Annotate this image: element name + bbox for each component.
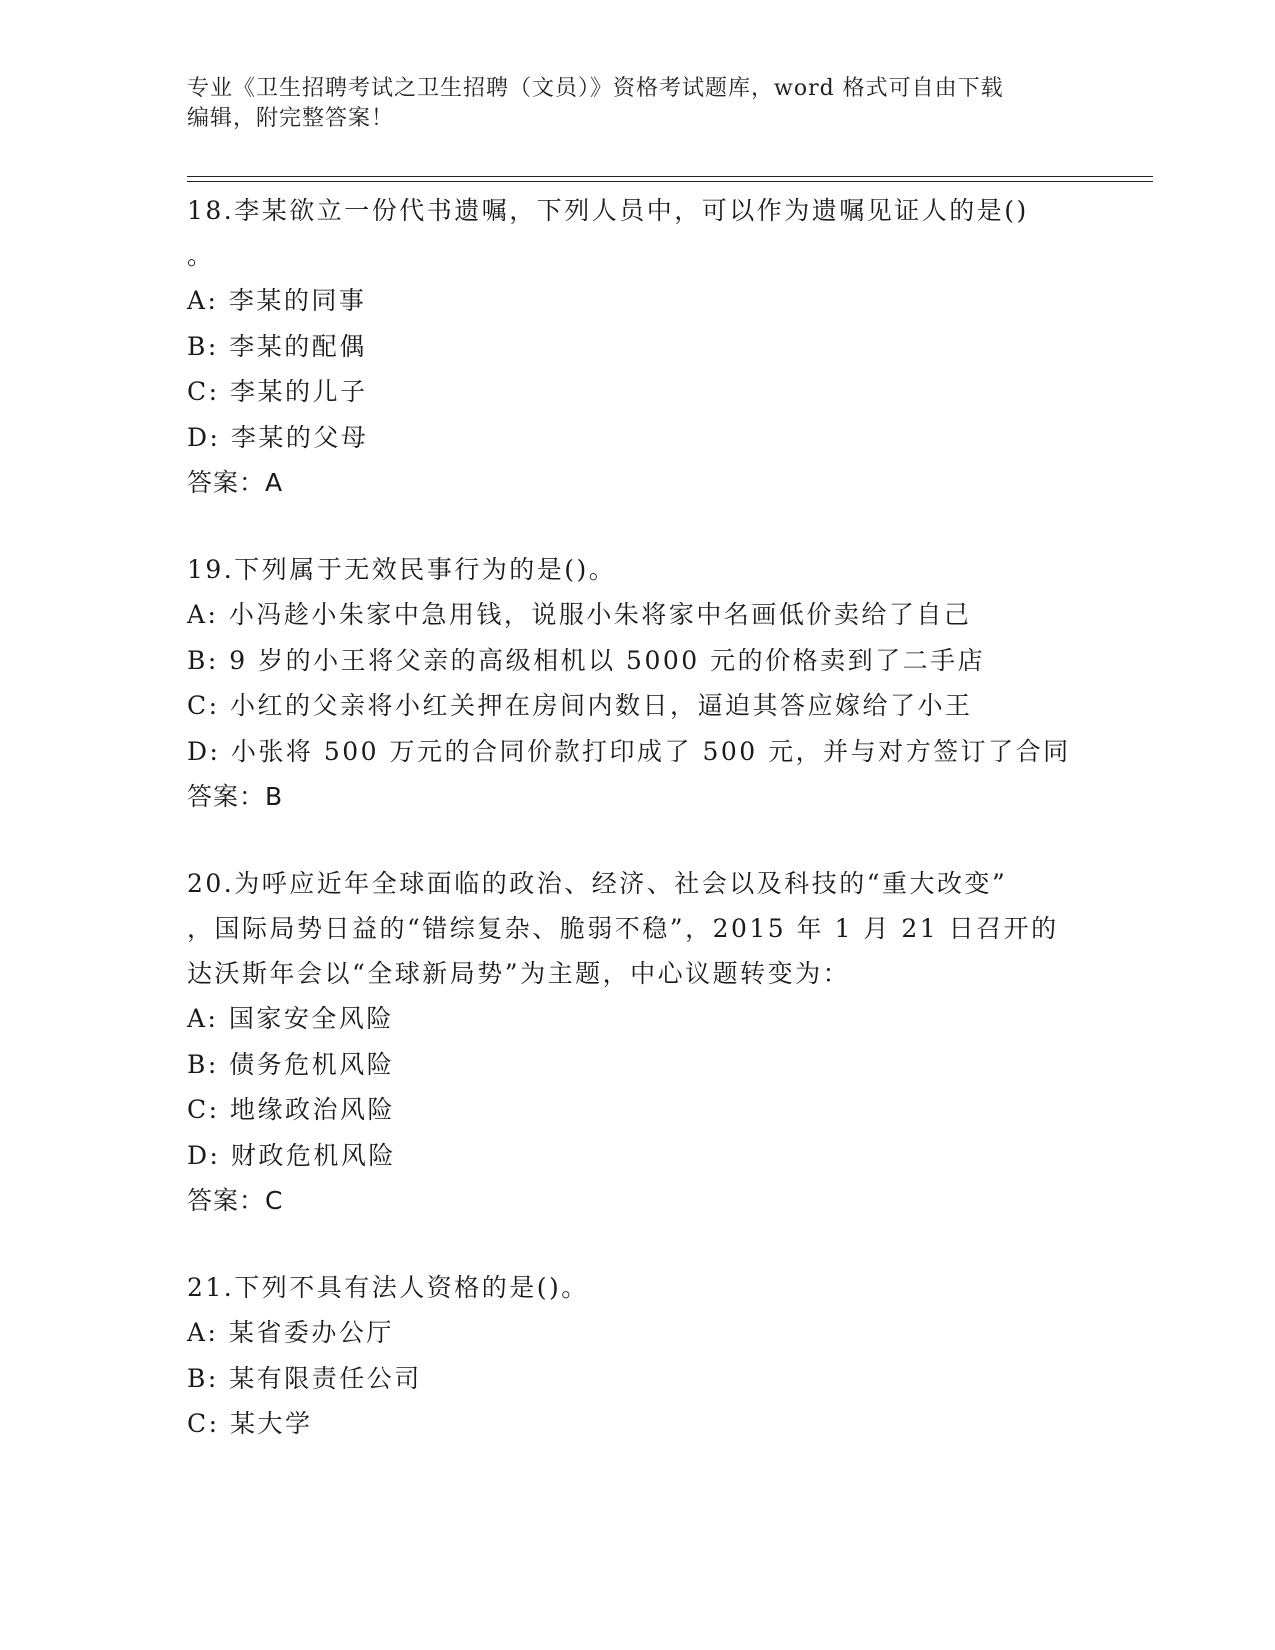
answer-option: B: 债务危机风险 [187,1049,395,1079]
question-stem-line: ，国际局势日益的“错综复杂、脆弱不稳”，2015 年 1 月 21 日召开的 [187,914,1059,943]
answer-option: C: 李某的儿子 [187,377,368,406]
answer-option: D: 小张将 500 万元的合同价款打印成了 500 元，并与对方签订了合同 [187,736,1071,766]
question-20 [187,861,1087,1223]
document-header [187,74,1067,134]
answer-option: B: 某有限责任公司 [187,1363,422,1393]
question-19 [187,547,1087,819]
question-stem-line: 达沃斯年会以“全球新局势”为主题，中心议题转变为： [187,959,851,988]
header-line-1: 专业《卫生招聘考试之卫生招聘（文员）》资格考试题库，word 格式可自由下载 [187,76,1004,101]
question-stem-line: 19.下列属于无效民事行为的是()。 [187,555,617,584]
question-stem-line: 。 [187,241,215,270]
header-line-2: 编辑，附完整答案！ [187,106,395,131]
answer-option: B: 李某的配偶 [187,331,367,361]
answer-option: A: 小冯趁小朱家中急用钱，说服小朱将家中名画低价卖给了自己 [187,600,972,629]
answer-key: 答案：B [187,782,284,811]
answer-option: B: 9 岁的小王将父亲的高级相机以 5000 元的价格卖到了二手店 [187,645,986,675]
question-list [187,188,1087,1489]
question-stem-line: 20.为呼应近年全球面临的政治、经济、社会以及科技的“重大改变” [187,869,1008,898]
header-rule-top [187,176,1153,177]
answer-option: D: 财政危机风险 [187,1140,396,1170]
answer-option: A: 某省委办公厅 [187,1318,394,1347]
answer-option: C: 某大学 [187,1409,313,1438]
question-18 [187,188,1087,505]
answer-key: 答案：C [187,1186,284,1215]
answer-option: A: 国家安全风险 [187,1004,394,1033]
answer-option: C: 小红的父亲将小红关押在房间内数日，逼迫其答应嫁给了小王 [187,691,973,720]
question-stem-line: 18.李某欲立一份代书遗嘱，下列人员中，可以作为遗嘱见证人的是() [187,196,1029,225]
answer-key: 答案：A [187,468,284,497]
question-21 [187,1265,1087,1447]
header-rule-bottom [187,181,1153,182]
question-stem-line: 21.下列不具有法人资格的是()。 [187,1273,589,1302]
answer-option: A: 李某的同事 [187,286,367,315]
answer-option: D: 李某的父母 [187,422,369,452]
answer-option: C: 地缘政治风险 [187,1095,395,1124]
